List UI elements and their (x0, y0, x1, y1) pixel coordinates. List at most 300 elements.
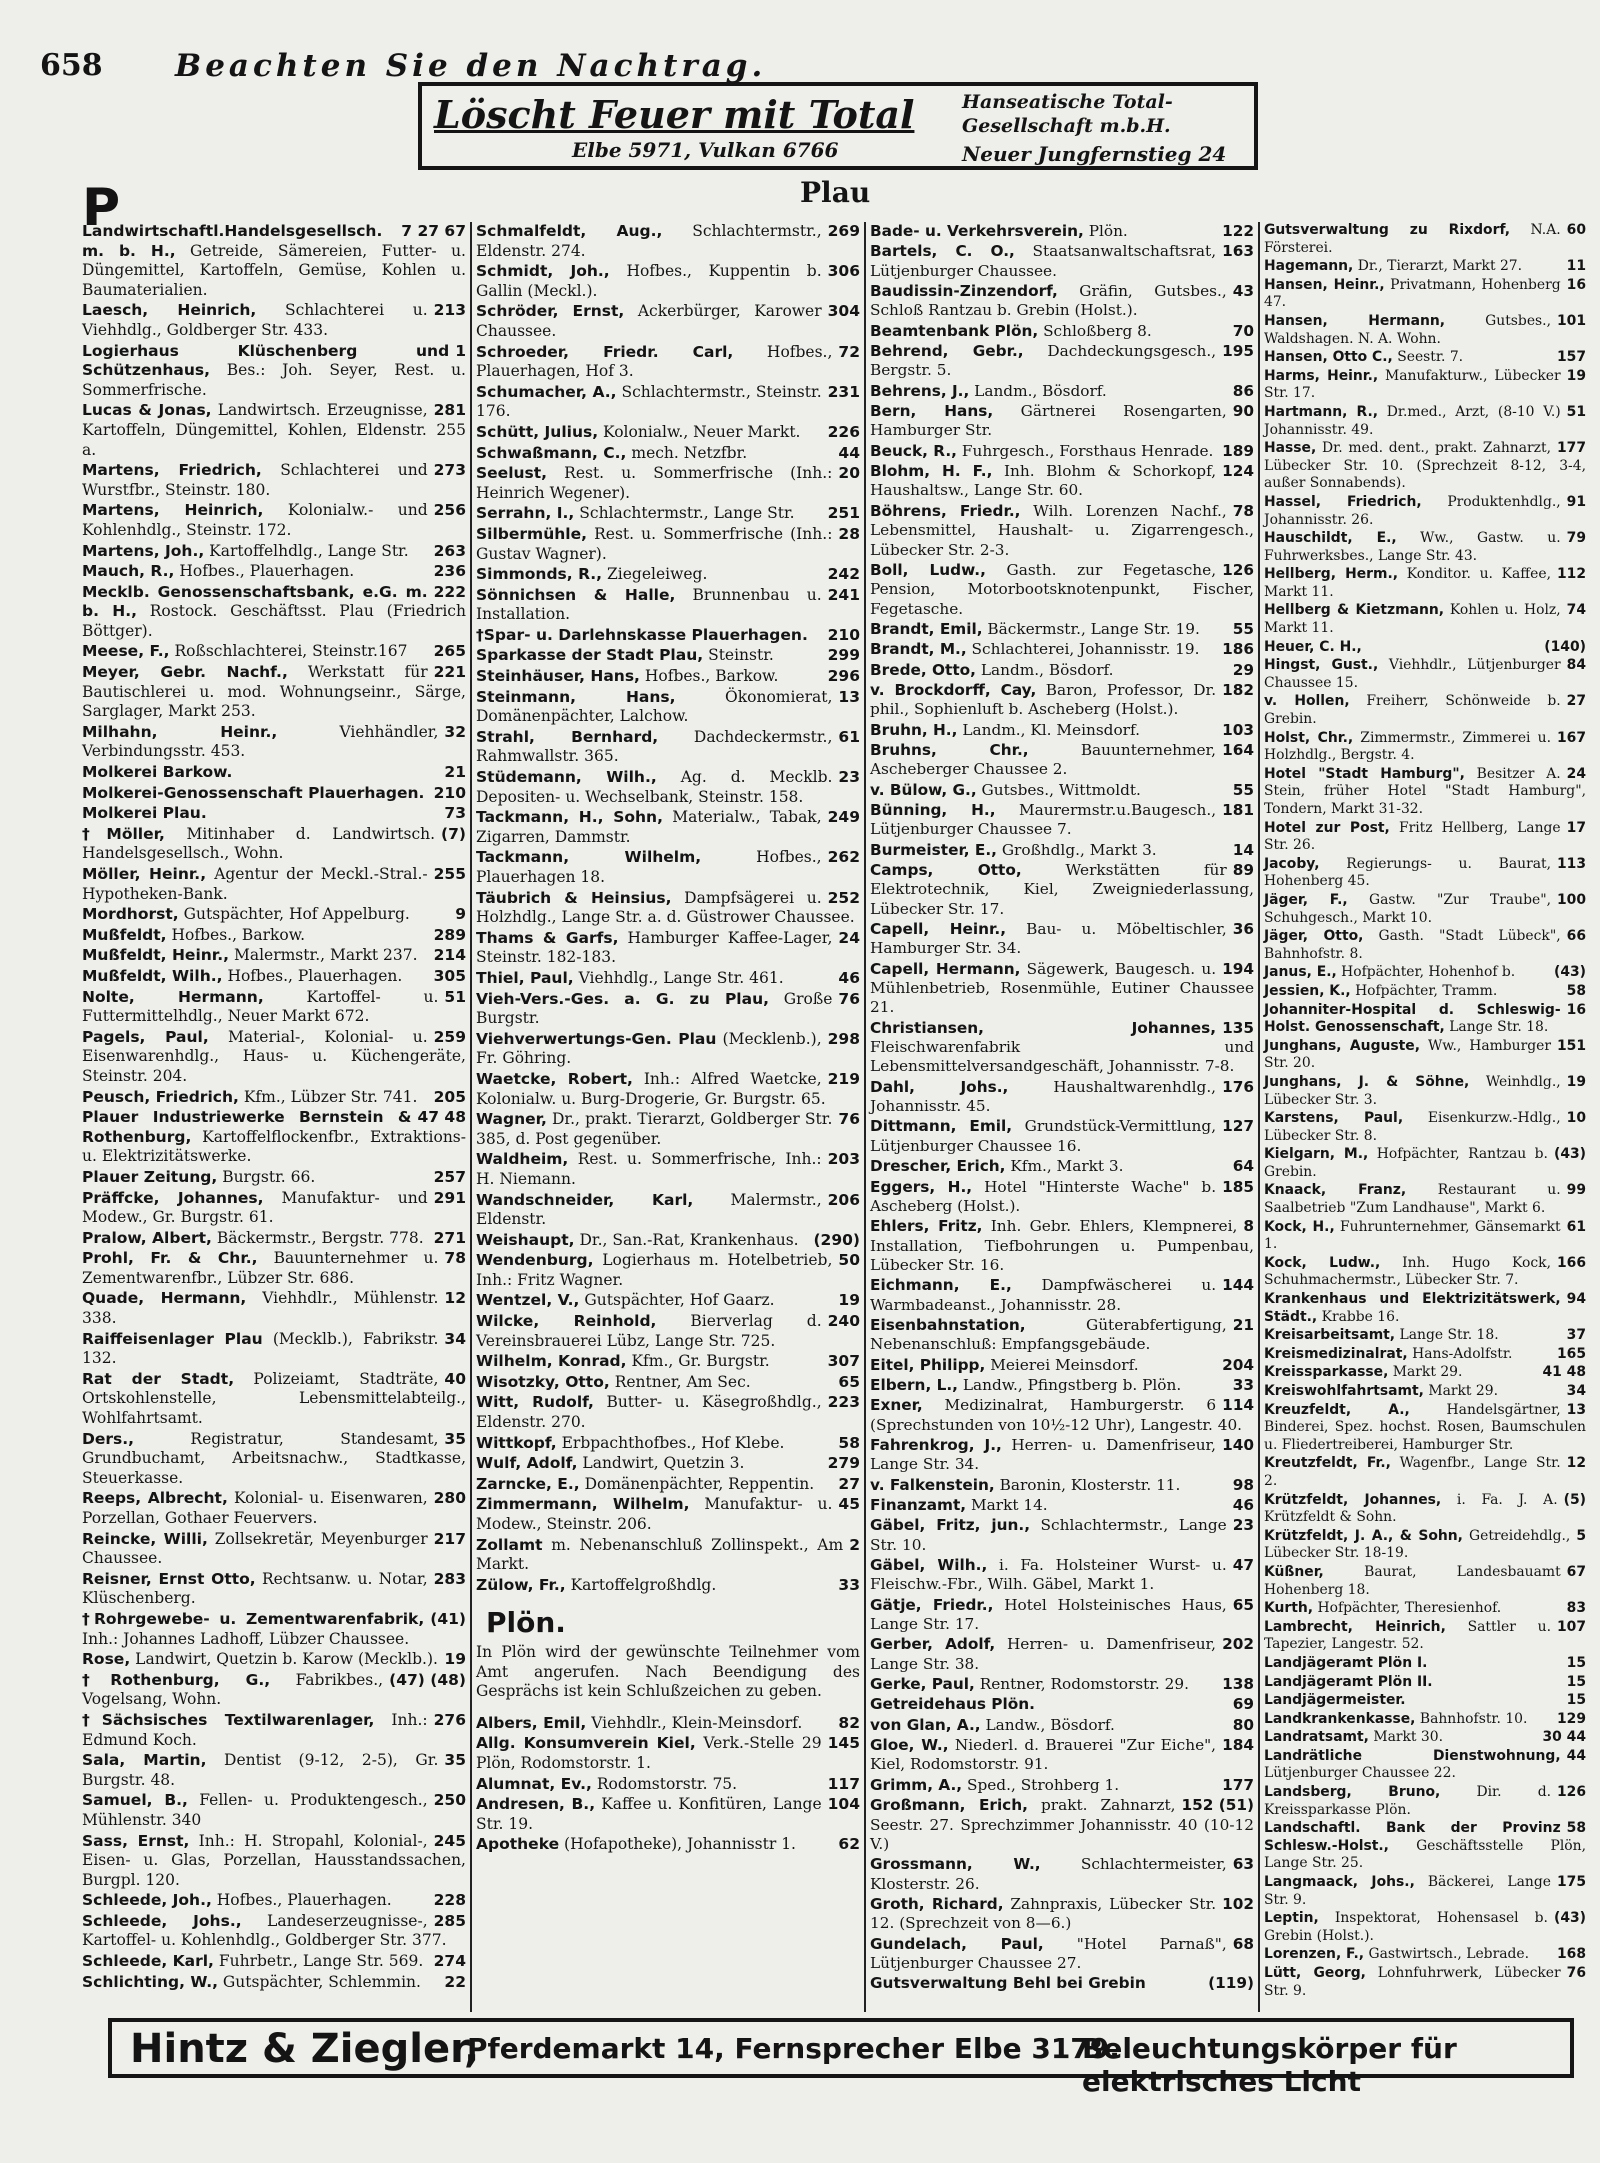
entry-phone-number: (43) (1553, 964, 1586, 981)
entry-phone-number: 306 (827, 262, 860, 281)
entry-details: Rest. u. Sommerfrische (Inh.: Heinrich Wegener). (476, 464, 833, 502)
entry-name: Bruhns, Chr., (870, 740, 1029, 759)
directory-entry (476, 929, 860, 968)
entry-details: Manufaktur- u. Modew., Steinstr. 206. (476, 1495, 833, 1533)
entry-name: Camps, Otto, (870, 861, 1022, 879)
entry-phone-number: 168 (1557, 1946, 1586, 1963)
entry-phone-number: (290) (813, 1230, 860, 1249)
entry-phone-number: 64 (1232, 1157, 1254, 1176)
entry-phone-number: 35 (444, 1751, 466, 1770)
entry-name: Eichmann, E., (870, 1276, 1012, 1295)
entry-name: Schröder, Ernst, (476, 302, 625, 321)
entry-name: †Sächsisches Textilwarenlager, (82, 1710, 375, 1729)
directory-entry (1264, 1784, 1586, 1819)
entry-phone-number: 12 (444, 1289, 466, 1308)
entry-details: Verk.-Stelle 29 Plön, Rodomstorstr. 1. (476, 1734, 822, 1772)
entry-name: Sparkasse der Stadt Plau, (476, 646, 704, 665)
entry-name: Bern, Hans, (870, 402, 994, 421)
entry-phone-number: 259 (433, 1027, 466, 1046)
directory-entry (1264, 1711, 1586, 1729)
entry-name: Martens, Joh., (82, 541, 205, 560)
directory-entry (82, 1650, 466, 1670)
directory-entry (870, 1935, 1254, 1974)
directory-entry (870, 222, 1254, 241)
entry-details: Weinhdlg., Lübecker Str. 3. (1264, 1073, 1561, 1108)
entry-details: Lütjenburger Chaussee 22. (1264, 1765, 1456, 1782)
entry-name: Kreisarbeitsamt, (1264, 1327, 1396, 1344)
directory-entry (870, 502, 1254, 560)
entry-name: Holst, Chr., (1264, 729, 1354, 746)
entry-phone-number: 223 (827, 1393, 860, 1412)
entry-phone-number: 102 (1222, 1894, 1254, 1913)
entry-name: Kreuzfeldt, A., (1264, 1401, 1410, 1418)
entry-name: Steinhäuser, Hans, (476, 667, 640, 686)
entry-name: Nolte, Hermann, (82, 987, 264, 1006)
entry-details: Hofpächter, Hohenhof b. (1341, 964, 1516, 981)
entry-name: Schleede, Joh., (82, 1891, 212, 1910)
entry-phone-number: 210 (827, 625, 860, 644)
entry-details: N.A. Försterei. (1264, 222, 1561, 256)
entry-details: Baron, Professor, Dr. phil., Sophienluft b. Ascheberg (Holst.). (870, 680, 1217, 719)
entry-name: Wilcke, Reinhold, (476, 1312, 657, 1331)
entry-details: Schlachtermstr., Steinstr. 176. (476, 382, 822, 421)
entry-phone-number: 126 (1222, 560, 1254, 579)
entry-phone-number: 283 (433, 1569, 466, 1588)
directory-entry (476, 1734, 860, 1773)
entry-name: Landwirtschaftl.Handelsgesellsch. m. b. H., (82, 222, 383, 260)
entry-name: Gundelach, Paul, (870, 1934, 1044, 1953)
entry-name: Hingst, Gust., (1264, 657, 1379, 674)
section-letter: P (82, 178, 121, 238)
entry-details: prakt. Zahnarzt, Seestr. 27. Sprechzimmer Johannisstr. 40 (10-12 V.) (870, 1796, 1254, 1853)
entry-phone-number: 15 (1566, 1673, 1586, 1690)
directory-entry (870, 920, 1254, 959)
entry-phone-number: 213 (433, 301, 466, 320)
entry-details: Viehhdlr., Klein-Meinsdorf. (591, 1713, 803, 1732)
directory-entry (476, 1393, 860, 1432)
entry-phone-number: 279 (827, 1454, 860, 1473)
section-title-ploen: Plön. (486, 1606, 566, 1640)
entry-details: Hofbes., Plauerhagen. (227, 966, 403, 985)
entry-name: Plauer Industriewerke Bernstein & Rothenburg, (82, 1108, 412, 1146)
entry-name: Zollamt (476, 1535, 543, 1554)
entry-phone-number: 46 (838, 968, 860, 987)
entry-details: Polizeiamt, Stadträte, Ortskohlenstelle, Lebensmittelabteilg., Wohlfahrtsamt. (82, 1369, 466, 1428)
entry-name: Martens, Heinrich, (82, 501, 264, 520)
entry-phone-number: 285 (433, 1911, 466, 1930)
entry-details: Kfm., Markt 3. (1010, 1157, 1124, 1176)
entry-details: Markt 30. (1373, 1729, 1444, 1746)
entry-details: Dampfsägerei u. Holzhdlg., Lange Str. a. d. Güstrower Chaussee. (476, 888, 855, 927)
column-divider (470, 222, 472, 2012)
entry-name: Hotel "Stadt Hamburg", (1264, 765, 1465, 782)
entry-name: Landratsamt, (1264, 1729, 1369, 1746)
entry-details: Hofbes., Barkow. (644, 667, 779, 686)
entry-phone-number: 34 (1566, 1383, 1586, 1399)
entry-name: Christiansen, Johannes, (870, 1018, 1217, 1037)
entry-name: Küßner, (1264, 1563, 1324, 1580)
directory-entry (82, 1671, 466, 1710)
page-number: 658 (40, 48, 103, 83)
entry-phone-number: 219 (827, 1069, 860, 1088)
entry-details: Landwirt, Quetzin b. Karow (Mecklb.). (135, 1650, 438, 1669)
directory-entry (1264, 1002, 1586, 1037)
entry-details: (Mecklb.), Fabrikstr. 132. (82, 1329, 439, 1368)
entry-details: Kohlen u. Holz, Markt 11. (1264, 602, 1561, 637)
column-3 (870, 222, 1254, 1995)
directory-entry (82, 1229, 466, 1249)
entry-name: Jessien, K., (1264, 982, 1351, 999)
directory-entry (82, 401, 466, 460)
entry-details: Gastwirtsch., Lebrade. (1368, 1946, 1530, 1963)
entry-phone-number: 55 (1232, 780, 1254, 799)
directory-entry (476, 626, 860, 646)
entry-phone-number: 281 (433, 401, 466, 420)
entry-phone-number: 30 44 (1542, 1729, 1586, 1746)
entry-details: Geschäftsstelle Plön, Lange Str. 25. (1264, 1837, 1586, 1872)
directory-entry (1264, 1074, 1586, 1109)
entry-phone-number: 256 (433, 501, 466, 520)
entry-phone-number: 61 (838, 727, 860, 746)
entry-name: Thiel, Paul, (476, 968, 574, 987)
entry-details: Privatmann, Hohenberg 47. (1264, 276, 1561, 311)
entry-details: Dachdeckungsgesch., Bergstr. 5. (870, 342, 1217, 380)
entry-details: Zollsekretär, Meyenburger Chaussee. (82, 1529, 428, 1568)
entry-phone-number: 78 (1232, 501, 1254, 520)
entry-phone-number: 304 (827, 302, 860, 321)
ad-address: Pferdemarkt 14, Fernsprecher Elbe 3179. (467, 2032, 1120, 2065)
entry-name: Lucas & Jonas, (82, 401, 212, 420)
directory-entry (1264, 928, 1586, 963)
entry-details: Inh. Hugo Kock, Schuhmachermstr., Lübecker Str. 7. (1264, 1254, 1552, 1289)
entry-phone-number: 157 (1557, 349, 1586, 366)
directory-entry (870, 1855, 1254, 1894)
entry-name: Andresen, B., (476, 1795, 596, 1814)
entry-name: †Rothenburg, G., (82, 1670, 271, 1689)
entry-phone-number: 226 (827, 422, 860, 441)
directory-entry (870, 640, 1254, 659)
directory-entry (476, 464, 860, 503)
entry-details: i. Fa. Holsteiner Wurst- u. Fleischw.-Fbr., Wilh. Gäbel, Markt 1. (870, 1556, 1227, 1594)
entry-name: Landrätliche Dienstwohnung, (1264, 1747, 1561, 1764)
entry-name: Zarncke, E., (476, 1474, 580, 1493)
directory-entry (476, 1070, 860, 1109)
entry-details: Landm., Bösdorf. (974, 381, 1107, 400)
entry-details: Gutspächter, Hof Appelburg. (183, 905, 410, 924)
column-4 (1264, 222, 1586, 2001)
entry-name: Drescher, Erich, (870, 1157, 1006, 1176)
directory-entry (1264, 1619, 1586, 1654)
entry-name: Molkerei-Genossenschaft Plauerhagen. (82, 783, 425, 802)
directory-entry (870, 1596, 1254, 1635)
directory-entry (870, 1895, 1254, 1934)
entry-details: Dir. d. Kreissparkasse Plön. (1264, 1784, 1551, 1818)
directory-entry (82, 342, 466, 401)
entry-details: Bau- u. Möbeltischler, Hamburger Str. 34. (870, 920, 1227, 958)
entry-details: Markt 29. (1428, 1383, 1498, 1399)
directory-entry (476, 504, 860, 524)
entry-phone-number: 10 (1566, 1110, 1586, 1127)
directory-entry (870, 1476, 1254, 1495)
directory-entry (1264, 440, 1586, 493)
entry-name: Sönnichsen & Halle, (476, 585, 676, 604)
directory-entry (476, 688, 860, 727)
entry-phone-number: 122 (1222, 222, 1254, 240)
entry-phone-number: 46 (1232, 1496, 1254, 1514)
entry-name: Junghans, Auguste, (1264, 1037, 1421, 1054)
entry-phone-number: 74 (1566, 602, 1586, 619)
entry-name: Behrens, J., (870, 381, 970, 400)
entry-details: Großhdlg., Markt 3. (1001, 840, 1157, 859)
entry-details: Landwirtsch. Erzeugnisse, Kartoffeln, Düngemittel, Kohlen, Eldenstr. 255 a. (82, 401, 466, 459)
entry-name: Wentzel, V., (476, 1291, 580, 1310)
entry-phone-number: 16 (1566, 276, 1586, 293)
entry-details: Fuhrbetr., Lange Str. 569. (218, 1952, 424, 1971)
directory-entry (82, 222, 466, 300)
entry-phone-number: 186 (1222, 640, 1254, 659)
entry-phone-number: 274 (433, 1952, 466, 1971)
entry-phone-number: 80 (1232, 1715, 1254, 1734)
directory-entry (82, 825, 466, 864)
entry-phone-number: 35 (444, 1429, 466, 1448)
entry-details: Produktenhdlg., Johannisstr. 26. (1264, 493, 1561, 528)
column-1 (82, 222, 466, 1993)
entry-name: Gäbel, Fritz, jun., (870, 1516, 1031, 1535)
entry-phone-number: 165 (1557, 1345, 1586, 1362)
entry-phone-number: 276 (433, 1710, 466, 1729)
directory-entry (1264, 693, 1586, 728)
directory-entry (870, 561, 1254, 619)
entry-phone-number: 114 (1222, 1396, 1254, 1415)
entry-name: Getreidehaus Plön. (870, 1695, 1035, 1714)
directory-entry (1264, 404, 1586, 439)
entry-name: Schmidt, Joh., (476, 262, 610, 281)
entry-name: Grimm, A., (870, 1775, 963, 1794)
entry-details: Landw., Pfingstberg b. Plön. (962, 1375, 1182, 1394)
entry-details: Landm., Kl. Meinsdorf. (962, 720, 1140, 739)
entry-details: Material-, Kolonial- u. Eisenwarenhdlg., Haus- u. Küchengeräte, Steinstr. 204. (82, 1027, 466, 1085)
entry-details: Gutsbes., Waldshagen. N. A. Wohn. (1264, 312, 1551, 347)
entry-name: Johanniter-Hospital d. Schleswig-Holst. Genossenschaft, (1264, 1001, 1561, 1036)
bottom-advertisement (108, 2018, 1574, 2098)
entry-name: Landjägeramt Plön I. (1264, 1654, 1428, 1671)
entry-phone-number: 7 27 67 (401, 222, 466, 240)
directory-entry (1264, 1674, 1586, 1692)
directory-entry (1264, 1255, 1586, 1290)
directory-entry (476, 1312, 860, 1351)
entry-name: Zülow, Fr., (476, 1575, 566, 1594)
entry-phone-number: 27 (838, 1474, 860, 1493)
directory-entry (82, 1489, 466, 1528)
entry-name: Eisenbahnstation, (870, 1315, 1026, 1334)
entry-phone-number: 44 (1566, 1747, 1586, 1764)
directory-entry (1264, 222, 1586, 257)
entry-phone-number: 138 (1222, 1675, 1254, 1694)
directory-entry (1264, 494, 1586, 529)
entry-phone-number: 177 (1557, 440, 1586, 457)
entry-details: Maurermstr.u.Baugesch., Lütjenburger Chaussee 7. (870, 800, 1217, 839)
entry-details: Rest. u. Sommerfrische, Inh.: H. Niemann. (476, 1150, 822, 1188)
directory-entry (82, 1249, 466, 1288)
entry-phone-number: 89 (1232, 861, 1254, 879)
entry-details: Inh.: H. Stropahl, Kolonial-, Eisen- u. Glas, Porzellan, Hausstandssachen, Burgpl. 120. (82, 1831, 466, 1889)
entry-details: Malermstr., Eldenstr. (476, 1190, 822, 1229)
entry-phone-number: 101 (1557, 312, 1586, 329)
entry-phone-number: 291 (433, 1188, 466, 1207)
entry-name: †Spar- u. Darlehnskasse Plauerhagen. (476, 625, 808, 644)
directory-entry (476, 969, 860, 989)
entry-name: Wittkopf, (476, 1433, 557, 1452)
entry-details: Handelsgärtner, Binderei, Spez. hochst. Rosen, Baumschulen u. Fliedertreiberei, Hamburger Str. (1264, 1401, 1586, 1453)
entry-details: Kartoffelhdlg., Lange Str. (209, 541, 409, 560)
entry-name: Tackmann, Wilhelm, (476, 848, 702, 867)
ad-company: Hintz & Ziegler, (130, 2026, 480, 2072)
entry-phone-number: 65 (1232, 1595, 1254, 1614)
directory-entry (82, 1570, 466, 1609)
top-advertisement (418, 82, 1258, 170)
directory-entry (870, 1796, 1254, 1854)
entry-name: Landsberg, Bruno, (1264, 1784, 1441, 1801)
entry-name: Milhahn, Heinr., (82, 722, 278, 741)
entry-phone-number: 241 (827, 585, 860, 604)
entry-name: Strahl, Bernhard, (476, 727, 659, 746)
directory-entry (82, 1028, 466, 1087)
directory-entry (870, 1157, 1254, 1176)
entry-name: Gerke, Paul, (870, 1675, 975, 1694)
directory-entry (476, 1373, 860, 1393)
entry-name: Burmeister, E., (870, 840, 997, 859)
directory-entry (476, 646, 860, 666)
entry-phone-number: 61 (1566, 1218, 1586, 1235)
entry-details: Krabbe 16. (1321, 1308, 1400, 1325)
directory-entry (870, 681, 1254, 720)
entry-phone-number: 236 (433, 562, 466, 581)
entry-name: Brandt, Emil, (870, 619, 983, 638)
directory-entry (476, 222, 860, 261)
directory-entry (1264, 1655, 1586, 1673)
directory-entry (82, 1791, 466, 1830)
directory-entry (1264, 313, 1586, 348)
directory-entry (476, 667, 860, 687)
entry-phone-number: 60 (1566, 222, 1586, 238)
entry-name: Kreiswohlfahrtsamt, (1264, 1383, 1424, 1399)
entry-name: Krankenhaus und Elektrizitätswerk, Städt., (1264, 1291, 1561, 1325)
entry-phone-number: 296 (827, 667, 860, 686)
entry-name: Harms, Heinr., (1264, 367, 1379, 384)
entry-phone-number: 203 (827, 1150, 860, 1169)
directory-entry (870, 861, 1254, 919)
directory-entry (1264, 1820, 1586, 1873)
entry-details: Lohnfuhrwerk, Lübecker Str. 9. (1264, 1965, 1561, 1999)
directory-entry (476, 444, 860, 464)
directory-entry (476, 1795, 860, 1834)
entry-name: Meese, F., (82, 642, 170, 661)
entry-name: Exner, (870, 1396, 923, 1415)
entry-phone-number: 167 (1557, 729, 1586, 746)
directory-entry (476, 768, 860, 807)
entry-name: Quade, Hermann, (82, 1289, 247, 1308)
directory-entry (870, 741, 1254, 780)
entry-details: Hofbes., Barkow. (171, 925, 306, 944)
entry-phone-number: 182 (1222, 680, 1254, 699)
entry-phone-number: 252 (827, 888, 860, 907)
entry-phone-number: 76 (838, 1110, 860, 1129)
directory-entry (870, 402, 1254, 441)
entry-phone-number: 112 (1557, 566, 1586, 583)
entry-details: Sped., Strohberg 1. (966, 1775, 1120, 1794)
directory-entry (476, 728, 860, 767)
directory-entry (1264, 1564, 1586, 1599)
directory-entry (1264, 1291, 1586, 1326)
entry-name: Witt, Rudolf, (476, 1393, 594, 1412)
directory-entry (870, 1019, 1254, 1077)
entry-name: Eggers, H., (870, 1177, 973, 1196)
entry-phone-number: 16 (1566, 1001, 1586, 1018)
entry-phone-number: 100 (1557, 891, 1586, 908)
entry-name: Kock, H., (1264, 1218, 1335, 1235)
directory-entry (82, 1912, 466, 1951)
entry-name: Brede, Otto, (870, 660, 976, 679)
entry-details: Bes.: Joh. Seyer, Rest. u. Sommerfrische. (82, 361, 466, 399)
directory-entry (870, 1974, 1254, 1993)
entry-name: Gutsverwaltung zu Rixdorf, (1264, 222, 1510, 238)
entry-name: Stüdemann, Wilh., (476, 768, 657, 787)
entry-details: Kfm., Gr. Burgstr. (631, 1352, 770, 1371)
directory-entry (1264, 820, 1586, 855)
entry-phone-number: 63 (1232, 1855, 1254, 1874)
entry-name: Kock, Ludw., (1264, 1254, 1381, 1271)
entry-name: Präffcke, Johannes, (82, 1188, 264, 1207)
entry-details: Malermstr., Markt 237. (233, 946, 418, 965)
directory-entry (1264, 1600, 1586, 1618)
entry-name: Bartels, C. O., (870, 242, 1015, 261)
entry-name: Raiffeisenlager Plau (82, 1329, 263, 1348)
directory-entry (870, 1276, 1254, 1315)
entry-details: Getreidehdlg., Lübecker Str. 18-19. (1264, 1527, 1571, 1562)
directory-entry (82, 865, 466, 904)
entry-details: Brunnenbau u. Installation. (476, 585, 822, 624)
directory-entry (1264, 1874, 1586, 1909)
directory-entry (476, 990, 860, 1029)
entry-name: Prohl, Fr. & Chr., (82, 1249, 258, 1268)
directory-entry (870, 1776, 1254, 1795)
entry-details: Landm., Bösdorf. (980, 660, 1114, 679)
directory-entry (870, 1736, 1254, 1775)
entry-details: Herren- u. Damenfriseur, Lange Str. 38. (870, 1635, 1217, 1673)
entry-details: (Hofapotheke), Johannisstr 1. (564, 1835, 796, 1854)
entry-name: Brandt, M., (870, 640, 967, 659)
entry-phone-number: 263 (433, 541, 466, 560)
directory-entry (82, 1189, 466, 1228)
entry-details: Werkstatt für Bautischlerei u. mod. Wohnungseinr., Särge, Sarglager, Markt 253. (82, 663, 466, 721)
entry-phone-number: 189 (1222, 441, 1254, 460)
entry-details: Fellen- u. Produktengesch., Mühlenstr. 340 (82, 1791, 428, 1829)
entry-phone-number: 73 (444, 804, 466, 823)
entry-name: v. Brockdorff, Cay, (870, 680, 1037, 699)
directory-entry (870, 342, 1254, 381)
directory-entry (870, 1635, 1254, 1674)
entry-details: Dr.med., Arzt, (8-10 V.) Johannisstr. 49. (1264, 403, 1561, 438)
entry-name: Lambrecht, Heinrich, (1264, 1618, 1446, 1635)
entry-phone-number: 24 (1566, 765, 1586, 782)
entry-details: Kartoffelgroßhdlg. (570, 1575, 717, 1594)
directory-entry (476, 1495, 860, 1534)
directory-entry (82, 501, 466, 540)
directory-entry (476, 383, 860, 422)
entry-phone-number: 151 (1557, 1037, 1586, 1054)
entry-name: Schumacher, A., (476, 382, 617, 401)
directory-entry (1264, 1965, 1586, 2000)
